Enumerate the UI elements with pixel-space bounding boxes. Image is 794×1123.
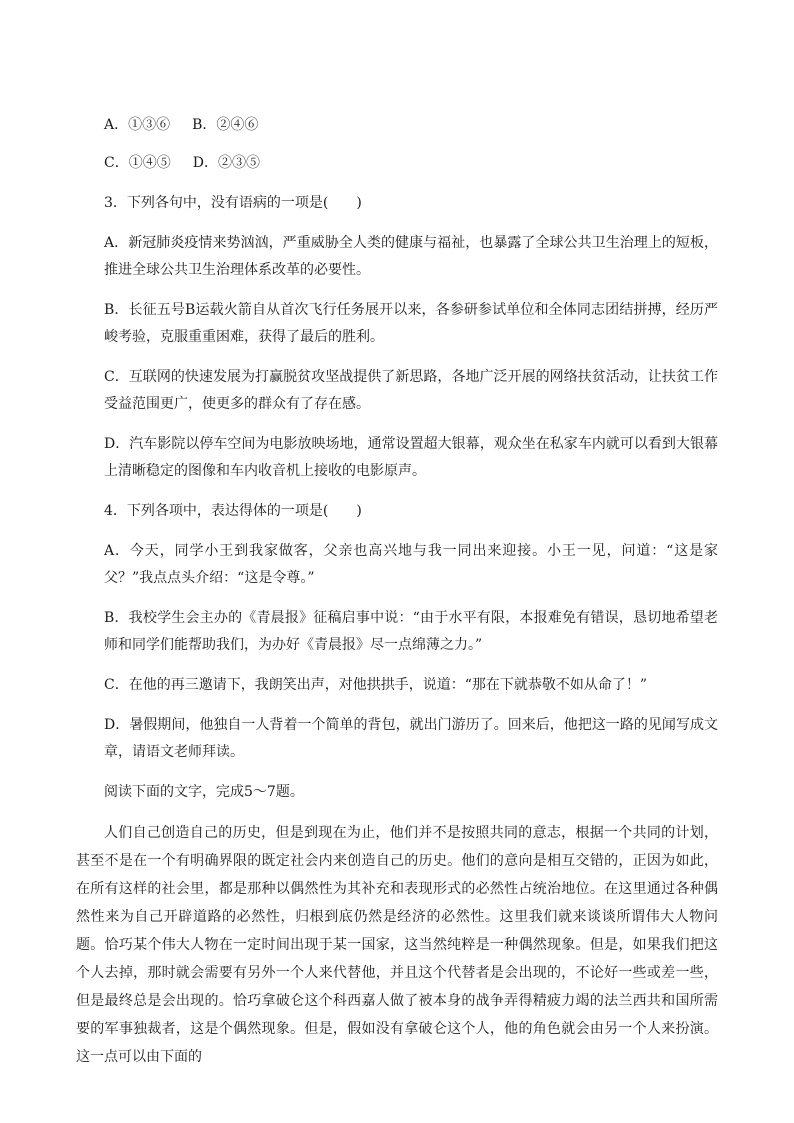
document-page xyxy=(76,112,718,1071)
q2-options-row-1 xyxy=(104,112,718,139)
q3-option-c: C．互联网的快速发展为打赢脱贫攻坚战提供了新思路，各地广泛开展的网络扶贫活动，让扶贫工作受益范围更广，使更多的群众有了存在感。 xyxy=(104,369,718,412)
q3-option-a: A．新冠肺炎疫情来势汹汹，严重威胁全人类的健康与福祉，也暴露了全球公共卫生治理上的短板，推进全球公共卫生治理体系改革的必要性。 xyxy=(104,235,718,278)
reading-passage: 人们自己创造自己的历史，但是到现在为止，他们并不是按照共同的意志，根据一个共同的计划，甚至不是在一个有明确界限的既定社会内来创造自己的历史。他们的意向是相互交错的，正因为如此，在所有这样的社会里，都是那种以偶然性为其补充和表现形式的必然性占统治地位。在这里通过各种偶然性来为自己开辟道路的必然性，归根到底仍然是经济的必然性。这里我们就来谈谈所谓伟大人物问题。恰巧某个伟大人物在一定时间出现于某一国家，这当然纯粹是一种偶然现象。但是，如果我们把这个人去掉，那时就会需要有另外一个人来代替他，并且这个代替者是会出现的，不论好一些或差一些，但是最终总是会出现的。恰巧拿破仑这个科西嘉人做了被本身的战争弄得精疲力竭的法兰西共和国所需要的军事独裁者，这是个偶然现象。但是，假如没有拿破仑这个人，他的角色就会由另一个人来扮演。这一点可以由下面的 xyxy=(76,825,718,1065)
q4-option-a: A．今天，同学小王到我家做客，父亲也高兴地与我一同出来迎接。小王一见，问道：“这是家父？”我点点头介绍：“这是令尊。” xyxy=(104,543,718,586)
q2-option-c: C．①④⑤ xyxy=(104,155,171,171)
q2-option-d: D．②③⑤ xyxy=(192,155,260,171)
q2-option-a: A．①③⑥ xyxy=(104,117,171,133)
q4-option-d: D．暑假期间，他独自一人背着一个简单的背包，就出门游历了。回来后，他把这一路的见闻写成文章，请语文老师拜读。 xyxy=(104,717,718,760)
q4-option-c: C．在他的再三邀请下，我朗笑出声，对他拱拱手，说道：“那在下就恭敬不如从命了！” xyxy=(104,677,648,693)
q3-option-d: D．汽车影院以停车空间为电影放映场地，通常设置超大银幕，观众坐在私家车内就可以看到大银幕上清晰稳定的图像和车内收音机上接收的电影原声。 xyxy=(104,436,718,479)
q4-option-b: B．我校学生会主办的《青晨报》征稿启事中说：“由于水平有限，本报难免有错误，恳切地希望老师和同学们能帮助我们，为办好《青晨报》尽一点绵薄之力。” xyxy=(104,610,718,653)
q2-option-b: B．②④⑥ xyxy=(192,117,259,133)
q2-options-row-2 xyxy=(104,150,718,177)
q3-option-b: B．长征五号B运载火箭自从首次飞行任务展开以来，各参研参试单位和全体同志团结拼搏，经历严峻考验，克服重重困难，获得了最后的胜利。 xyxy=(104,302,718,345)
q3-stem: 3．下列各句中，没有语病的一项是( ) xyxy=(104,195,362,211)
q4-stem: 4．下列各项中，表达得体的一项是( ) xyxy=(104,503,362,519)
reading-intro: 阅读下面的文字，完成5～7题。 xyxy=(104,784,304,800)
